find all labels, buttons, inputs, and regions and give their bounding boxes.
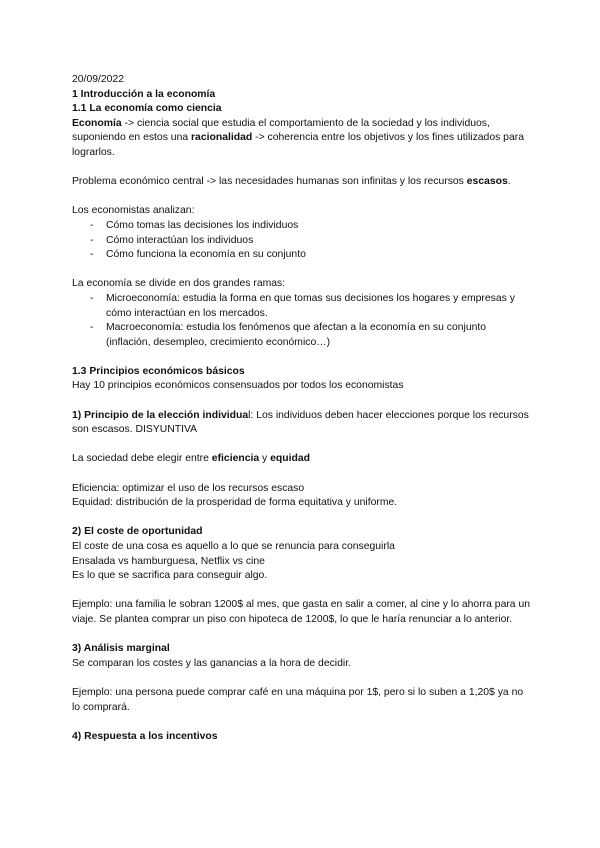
central-problem-text: Problema económico central -> las necesidades humanas son infinitas y los recursos	[72, 176, 467, 188]
equity-definition: Equidad: distribución de la prosperidad de forma equitativa y uniforme.	[72, 497, 398, 509]
term-equidad: equidad	[270, 453, 310, 465]
central-problem-end: .	[507, 176, 511, 188]
principle-1-text: l: Los individuos deben hacer elecciones porque los recursos son escasos. DISYUNTIVA	[72, 409, 529, 436]
term-racionalidad: racionalidad	[191, 132, 253, 144]
definition-text-2: -> coherencia entre los objetivos y los fines utilizados para lograrlos.	[72, 132, 524, 158]
central-problem	[72, 175, 532, 190]
analyze-intro: Los economistas analizan:	[72, 205, 195, 217]
list-item: - Cómo tomas las decisiones los individuos	[90, 219, 532, 234]
principle-1	[72, 409, 532, 438]
society-choice-and: y	[259, 453, 271, 465]
principle-3-title: 3) Análisis marginal	[72, 643, 170, 655]
principle-2-line-1: El coste de una cosa es aquello a lo que se renuncia para conseguirla	[72, 541, 395, 552]
term-eficiencia: eficiencia	[211, 453, 260, 465]
document-content	[72, 73, 532, 744]
principle-2-example: Ejemplo: una familia le sobran 1200$ al mes, que gasta en salir a comer, al cine y lo ahorra para un viaje. Se plantea comprar un piso con hipoteca de 1200$, lo que le haría renunciar a lo anterior.	[72, 599, 531, 625]
definition-text-1: -> ciencia social que estudia el comportamiento de la sociedad y los individuos, suponiendo en estos una	[72, 117, 490, 144]
heading-economy-as-science: 1.1 La economía como ciencia	[72, 103, 222, 115]
term-economia: Economía	[72, 117, 122, 129]
date: 20/09/2022	[72, 74, 125, 85]
heading-basic-principles: 1.3 Principios económicos básicos	[72, 365, 245, 377]
branches-intro: La economía se divide en dos grandes ramas:	[72, 278, 286, 290]
principle-2-line-3: Es lo que se sacrifica para conseguir algo.	[72, 570, 268, 582]
principle-4-title: 4) Respuesta a los incentivos	[72, 730, 218, 742]
economy-definition	[72, 117, 532, 161]
principle-1-title: 1) Principio de la elección individua	[72, 409, 249, 421]
branches-list	[72, 292, 532, 350]
principle-2-line-2: Ensalada vs hamburguesa, Netflix vs cine	[72, 555, 265, 567]
society-choice	[72, 452, 532, 467]
analyze-list	[72, 219, 532, 263]
principle-3-line-1: Se comparan los costes y las ganancias a la hora de decidir.	[72, 657, 351, 669]
principle-3-example: Ejemplo: una persona puede comprar café en una máquina por 1$, pero si lo suben a 1,20$ ya no lo comprará.	[72, 686, 524, 713]
heading-introduction: 1 Introducción a la economía	[72, 88, 216, 100]
principle-2-title: 2) El coste de oportunidad	[72, 526, 203, 538]
society-choice-text: La sociedad debe elegir entre	[72, 453, 212, 465]
list-item-microeconomia: - Microeconomía: estudia la forma en que tomas sus decisiones los hogares y empresas y cómo interactúan en los mercados.	[90, 292, 532, 321]
principles-intro: Hay 10 principios económicos consensuados por todos los economistas	[72, 380, 404, 392]
list-item: - Cómo interactúan los individuos	[90, 234, 532, 249]
efficiency-definition: Eficiencia: optimizar el uso de los recursos escaso	[72, 482, 305, 494]
list-item: - Cómo funciona la economía en su conjunto	[90, 248, 532, 263]
term-escasos: escasos	[466, 176, 508, 188]
list-item-macroeconomia: - Macroeconomía: estudia los fenómenos que afectan a la economía en su conjunto (inflación, desempleo, crecimiento económico…)	[90, 321, 532, 350]
